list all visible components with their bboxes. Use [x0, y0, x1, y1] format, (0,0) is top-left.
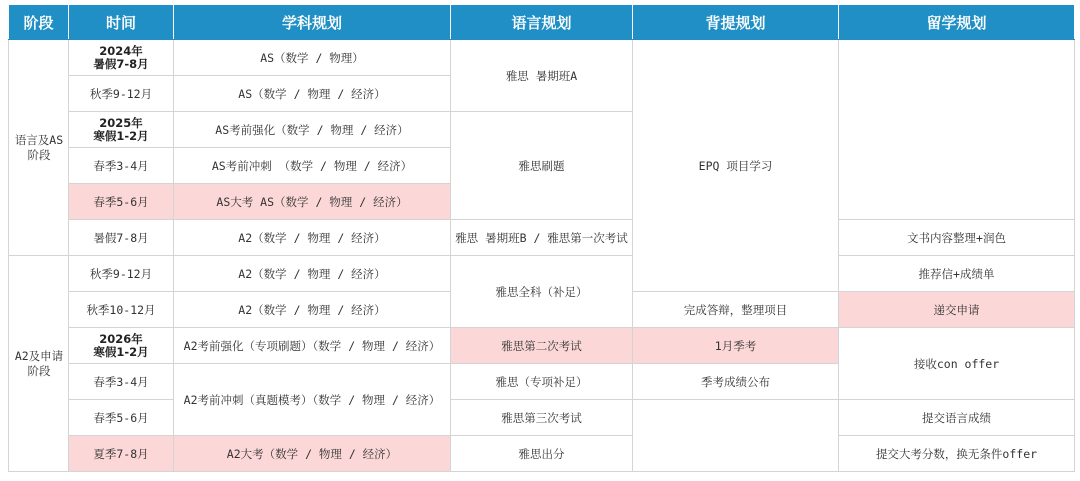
background-cell: EPQ 项目学习 [633, 40, 839, 292]
time-cell: 春季5-6月 [69, 184, 174, 220]
time-cell: 春季3-4月 [69, 148, 174, 184]
subject-cell: AS考前冲刺 （数学 / 物理 / 经济） [174, 148, 451, 184]
time-term: 寒假1-2月 [93, 344, 149, 359]
header-study-abroad-plan: 留学规划 [839, 5, 1075, 40]
study-abroad-cell: 文书内容整理+润色 [839, 220, 1075, 256]
subject-cell: A2大考（数学 / 物理 / 经济） [174, 436, 451, 472]
language-cell: 雅思第二次考试 [451, 328, 633, 364]
time-term: 暑假7-8月 [93, 56, 149, 71]
table-row [9, 436, 1075, 472]
stage-cell-language-as [9, 40, 69, 256]
time-cell: 秋季9-12月 [69, 76, 174, 112]
header-subject-plan: 学科规划 [174, 5, 451, 40]
header-language-plan: 语言规划 [451, 5, 633, 40]
subject-cell: AS（数学 / 物理 / 经济） [174, 76, 451, 112]
subject-cell: A2（数学 / 物理 / 经济） [174, 256, 451, 292]
study-abroad-cell: 提交大考分数，换无条件offer [839, 436, 1075, 472]
table-row [9, 256, 1075, 292]
table-row [9, 40, 1075, 76]
table-row [9, 220, 1075, 256]
study-abroad-cell: 接收con offer [839, 328, 1075, 400]
background-cell: 1月季考 [633, 328, 839, 364]
language-cell: 雅思出分 [451, 436, 633, 472]
time-year: 2025年 [99, 115, 143, 130]
table-row [9, 328, 1075, 364]
background-cell-empty [633, 400, 839, 472]
language-cell: 雅思第三次考试 [451, 400, 633, 436]
subject-cell: A2考前强化（专项刷题）（数学 / 物理 / 经济） [174, 328, 451, 364]
study-plan-table [8, 4, 1075, 472]
subject-cell: A2（数学 / 物理 / 经济） [174, 220, 451, 256]
time-cell: 暑假7-8月 [69, 220, 174, 256]
study-abroad-cell-empty [839, 40, 1075, 220]
subject-cell: A2考前冲刺（真题模考）（数学 / 物理 / 经济） [174, 364, 451, 436]
language-cell: 雅思全科（补足） [451, 256, 633, 328]
planning-table-container [8, 4, 1075, 472]
time-year: 2026年 [99, 331, 143, 346]
time-cell: 夏季7-8月 [69, 436, 174, 472]
study-abroad-cell: 推荐信+成绩单 [839, 256, 1075, 292]
stage-label: 语言及AS 阶段 [14, 132, 64, 162]
time-cell: 秋季9-12月 [69, 256, 174, 292]
subject-cell: AS考前强化（数学 / 物理 / 经济） [174, 112, 451, 148]
header-time: 时间 [69, 5, 174, 40]
background-cell: 季考成绩公布 [633, 364, 839, 400]
language-cell: 雅思刷题 [451, 112, 633, 220]
time-cell [69, 40, 174, 76]
subject-cell: A2（数学 / 物理 / 经济） [174, 292, 451, 328]
study-abroad-cell: 提交语言成绩 [839, 400, 1075, 436]
language-cell: 雅思（专项补足） [451, 364, 633, 400]
time-year: 2024年 [99, 43, 143, 58]
time-cell [69, 328, 174, 364]
table-header-row [9, 5, 1075, 40]
header-stage: 阶段 [9, 5, 69, 40]
study-abroad-cell: 递交申请 [839, 292, 1075, 328]
table-row [9, 400, 1075, 436]
header-background-plan: 背提规划 [633, 5, 839, 40]
language-cell: 雅思 暑期班B / 雅思第一次考试 [451, 220, 633, 256]
time-cell: 秋季10-12月 [69, 292, 174, 328]
stage-cell-a2-application [9, 256, 69, 472]
language-cell: 雅思 暑期班A [451, 40, 633, 112]
subject-cell: AS大考 AS（数学 / 物理 / 经济） [174, 184, 451, 220]
time-cell: 春季3-4月 [69, 364, 174, 400]
time-term: 寒假1-2月 [93, 128, 149, 143]
background-cell: 完成答辩，整理项目 [633, 292, 839, 328]
time-cell [69, 112, 174, 148]
time-cell: 春季5-6月 [69, 400, 174, 436]
stage-label: A2及申请阶段 [14, 348, 64, 378]
subject-cell: AS（数学 / 物理） [174, 40, 451, 76]
